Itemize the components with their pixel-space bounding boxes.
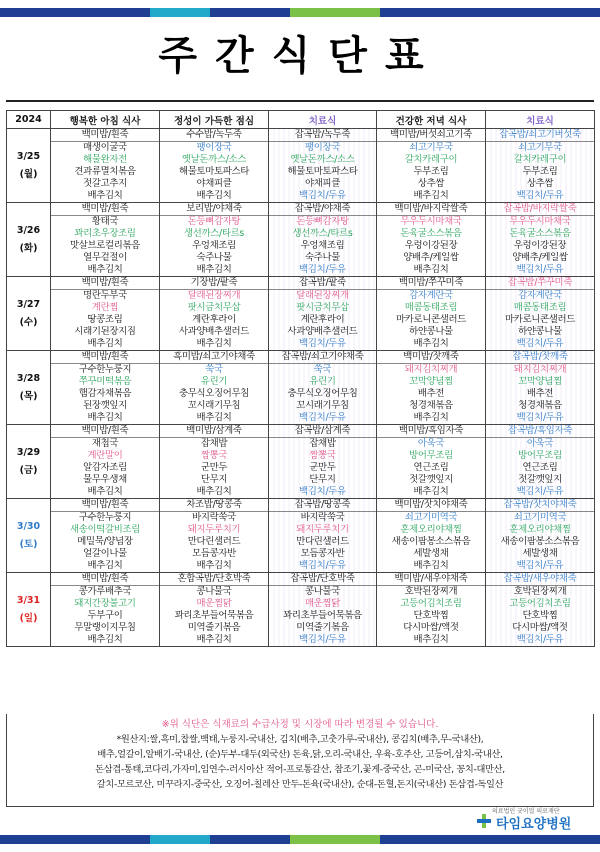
meal-cell-dinner-therapeutic (486, 203, 595, 277)
meal-dish: 꼬막양념찜 (409, 376, 453, 387)
meal-cell-dinner (377, 573, 486, 647)
meal-cell-lunch (160, 573, 269, 647)
meal-dish: 배추김치 (87, 412, 123, 423)
meal-dish: 계란후라이 (192, 314, 236, 325)
meal-cell-lunch (160, 277, 269, 351)
meal-dish: 돈등뼈감자탕 (296, 216, 349, 227)
meal-staple: 잡곡밥/쇠고기야채죽 (269, 351, 376, 364)
meal-dish: 하얀콩나물 (518, 326, 562, 337)
meal-dish: 숙주나물 (196, 252, 232, 263)
meal-dish: 생선까스/타르s (184, 228, 244, 239)
meal-staple: 잡곡밥/녹두죽 (269, 129, 376, 142)
meal-cell-lunch (160, 129, 269, 203)
meal-dish: 젓갈깻잎지 (518, 474, 562, 485)
meal-dish: 미역줄기볶음 (187, 622, 241, 633)
meal-dish: 젓갈깻잎지 (409, 474, 453, 485)
meal-dish: 모듬콩자반 (300, 548, 345, 559)
meal-dish: 군만두 (200, 462, 228, 473)
meal-dish: 팽이장국 (196, 142, 232, 153)
meal-staple: 혼합곡밥/단호박죽 (160, 573, 268, 586)
meal-dish: 돼지김치찌개 (404, 364, 458, 375)
meal-dish: 우렁이강된장 (404, 240, 458, 251)
meal-cell-dinner (377, 425, 486, 499)
title-divider (6, 100, 594, 102)
meal-dish: 배추김치 (413, 190, 449, 201)
col-header-dinner-therapeutic: 치료식 (486, 111, 595, 129)
meal-dish: 열무겉절이 (83, 252, 127, 263)
bottom-stripe (0, 835, 600, 844)
day-row (7, 351, 595, 425)
meal-staple: 수수밥/녹두죽 (160, 129, 268, 142)
meal-staple: 잡곡밥/잣깨죽 (486, 351, 594, 364)
meal-dish: 쇠고기무국 (409, 142, 453, 153)
meal-dish: 명란두부국 (83, 290, 127, 301)
meal-cell-lunch-therapeutic (269, 129, 377, 203)
meal-dish: 배추김치 (87, 338, 123, 349)
meal-dish: 잡채밥 (200, 438, 228, 449)
meal-staple: 잡곡밥/삼계죽 (269, 425, 376, 438)
meal-dish: 돈육굴소스볶음 (509, 228, 571, 239)
meal-dish: 숙주나물 (304, 252, 341, 263)
meal-cell-lunch-therapeutic (269, 203, 377, 277)
meal-dish: 배추김치 (413, 560, 449, 571)
meal-cell-dinner (377, 499, 486, 573)
meal-staple: 백미밥/흰죽 (51, 499, 159, 512)
meal-cell-lunch-therapeutic (269, 573, 377, 647)
meal-dish: 구수한누룽지 (78, 364, 132, 375)
meal-dish: 쇠고기미역국 (513, 512, 567, 523)
day-date: 3/29 (16, 446, 41, 458)
meal-dish: 시래기된장지짐 (74, 326, 136, 337)
meal-dish: 쇠고기무국 (518, 142, 562, 153)
meal-dish: 배추김치 (413, 634, 449, 645)
meal-dish: 팽이장국 (304, 142, 341, 153)
meal-dish: 다시마쌈/액젓 (403, 622, 459, 633)
meal-staple: 백미밥/흰죽 (51, 203, 159, 216)
meal-dish: 쑥국 (205, 364, 223, 375)
meal-dish: 꽈리초부들어묵볶음 (174, 610, 254, 621)
meal-cell-breakfast (51, 499, 160, 573)
meal-dish: 황태국 (91, 216, 119, 227)
meal-dish: 무말랭이지무침 (74, 622, 136, 633)
logo-name: 타임요양병원 (496, 817, 572, 832)
meal-dish: 두부구이 (87, 610, 123, 621)
meal-dish: 방어무조림 (518, 450, 562, 461)
meal-dish: 물무우생채 (83, 474, 127, 485)
meal-dish: 배추김치 (413, 264, 449, 275)
meal-dish: 계란후라이 (300, 314, 345, 325)
meal-dish: 콩나물국 (304, 586, 341, 597)
meal-dish: 견과류멸치볶음 (74, 166, 136, 177)
meal-dish: 꼬막양념찜 (518, 376, 562, 387)
meal-dish: 감자계란국 (518, 290, 562, 301)
meal-dish: 백김치/두유 (299, 486, 346, 497)
meal-dish: 매콤동태조림 (404, 302, 458, 313)
meal-dish: 세발생채 (522, 548, 558, 559)
day-cell (7, 425, 51, 499)
meal-cell-dinner (377, 351, 486, 425)
cross-leaf-icon (476, 813, 492, 829)
meal-cell-lunch-therapeutic (269, 425, 377, 499)
notes-box (6, 714, 594, 807)
meal-dish: 야채피클 (304, 178, 341, 189)
meal-dish: 방어무조림 (409, 450, 453, 461)
meal-staple: 백미밥/새우야채죽 (377, 573, 485, 586)
day-of-week: (수) (19, 316, 38, 328)
meal-dish: 백김치/두유 (516, 264, 564, 275)
meal-dish: 상추쌈 (526, 178, 554, 189)
meal-dish: 배추전 (417, 388, 445, 399)
meal-dish: 재첩국 (91, 438, 119, 449)
meal-staple: 백미밥/삼계죽 (160, 425, 268, 438)
meal-staple: 잡곡밥/쭈꾸미죽 (486, 277, 594, 290)
logo-subtitle: 의료법인 굿이얼 의료재단 (492, 808, 560, 815)
meal-staple: 잡곡밥/야채죽 (269, 203, 376, 216)
meal-cell-dinner (377, 277, 486, 351)
meal-dish: 백김치/두유 (299, 560, 346, 571)
meal-dish: 옛날돈까스/소스 (181, 154, 247, 165)
col-header-lunch-therapeutic: 치료식 (269, 111, 377, 129)
meal-dish: 두부조림 (522, 166, 558, 177)
meal-cell-dinner-therapeutic (486, 425, 595, 499)
meal-dish: 배추김치 (196, 338, 232, 349)
meal-dish: 짬뽕국 (309, 450, 336, 461)
meal-dish: 단호박찜 (522, 610, 558, 621)
meal-dish: 우렁이강된장 (513, 240, 567, 251)
meal-dish: 해물토마토파스타 (178, 166, 250, 177)
day-cell (7, 573, 51, 647)
meal-dish: 해물완자전 (83, 154, 127, 165)
meal-dish: 계란말이 (87, 450, 123, 461)
meal-cell-lunch (160, 351, 269, 425)
meal-dish: 꼬시래기무침 (187, 400, 241, 411)
meal-dish: 아욱국 (417, 438, 445, 449)
top-stripe (0, 8, 600, 17)
meal-staple: 잡곡밥/바지락쌀죽 (486, 203, 594, 216)
meal-dish: 백김치/두유 (516, 412, 564, 423)
meal-dish: 달래된장찌개 (296, 290, 349, 301)
meal-dish: 매콤동태조림 (513, 302, 567, 313)
meal-staple: 백미밥/흰죽 (51, 425, 159, 438)
day-of-week: (일) (19, 612, 38, 624)
origin-line: *원산지:쌀,흑미,찹쌀,백태,누룽지-국내산, 김치(배추,고춧가루-국내산), 콩김치(배추,무-국내산), (116, 734, 484, 745)
col-header-lunch: 정성이 가득한 점심 (160, 111, 269, 129)
meal-dish: 쇠고기미역국 (404, 512, 458, 523)
meal-dish: 사과양배추샐러드 (178, 326, 250, 337)
meal-dish: 팟시금치무삽 (187, 302, 241, 313)
meal-dish: 야채피클 (196, 178, 232, 189)
day-cell (7, 129, 51, 203)
meal-dish: 백김치/두유 (299, 264, 346, 275)
meal-dish: 충무식오징어무침 (178, 388, 250, 399)
col-header-breakfast: 행복한 아침 식사 (51, 111, 160, 129)
day-date: 3/26 (16, 224, 41, 236)
meal-cell-lunch-therapeutic (269, 277, 377, 351)
meal-dish: 땅콩조림 (87, 314, 123, 325)
meal-cell-lunch (160, 203, 269, 277)
meal-staple: 흑미밥/쇠고기야채죽 (160, 351, 268, 364)
meal-dish: 백김치/두유 (299, 634, 346, 645)
meal-dish: 유린기 (309, 376, 336, 387)
meal-dish: 얼갈이나물 (83, 548, 127, 559)
meal-dish: 군만두 (309, 462, 336, 473)
day-row (7, 499, 595, 573)
day-date: 3/25 (16, 150, 41, 162)
day-of-week: (화) (19, 242, 38, 254)
meal-dish: 돈육굴소스볶음 (400, 228, 462, 239)
meal-staple: 보리밥/야채죽 (160, 203, 268, 216)
meal-cell-dinner (377, 203, 486, 277)
meal-dish: 팟시금치무삽 (296, 302, 349, 313)
meal-cell-breakfast (51, 129, 160, 203)
meal-dish: 꽈리초우장조림 (74, 228, 136, 239)
day-of-week: (목) (19, 390, 38, 402)
meal-staple: 백미밥/흰죽 (51, 277, 159, 290)
meal-dish: 백김치/두유 (299, 338, 346, 349)
meal-staple: 잡곡밥/땅콩죽 (269, 499, 376, 512)
meal-cell-dinner (377, 129, 486, 203)
meal-dish: 백김치/두유 (516, 190, 564, 201)
meal-staple: 잡곡밥/새우야채죽 (486, 573, 594, 586)
meal-staple: 백미밥/바지락쌀죽 (377, 203, 485, 216)
meal-dish: 무우두시마채국 (509, 216, 571, 227)
meal-staple: 백미밥/잣깨죽 (377, 351, 485, 364)
day-cell (7, 499, 51, 573)
meal-dish: 돼지김치찌개 (513, 364, 567, 375)
col-header-dinner: 건강한 저녁 식사 (377, 111, 486, 129)
meal-dish: 쭈꾸미떡볶음 (78, 376, 132, 387)
meal-dish: 배추김치 (196, 560, 232, 571)
meal-cell-lunch-therapeutic (269, 351, 377, 425)
meal-dish: 콩가루배추국 (78, 586, 132, 597)
day-date: 3/30 (16, 520, 41, 532)
meal-staple: 잡곡밥/단호박죽 (269, 573, 376, 586)
meal-dish: 고등어김치조림 (509, 598, 571, 609)
meal-dish: 백김치/두유 (516, 634, 564, 645)
meal-cell-lunch-therapeutic (269, 499, 377, 573)
meal-cell-breakfast (51, 425, 160, 499)
meal-dish: 바지락쑥국 (300, 512, 345, 523)
meal-dish: 훈제오리야채찜 (400, 524, 462, 535)
meal-staple: 백미밥/버섯쇠고기죽 (377, 129, 485, 142)
meal-dish: 청경채볶음 (518, 400, 562, 411)
meal-dish: 돼지두루치기 (187, 524, 241, 535)
meal-dish: 배추김치 (87, 560, 123, 571)
meal-dish: 새송이떡갈비조림 (69, 524, 141, 535)
hospital-logo (476, 806, 592, 832)
meal-dish: 만다린샐러드 (296, 536, 349, 547)
meal-dish: 햄감자채볶음 (78, 388, 132, 399)
meal-dish: 배추김치 (196, 486, 232, 497)
meal-dish: 배추김치 (196, 264, 232, 275)
origin-line: 배추,얼갈이,알배기-국내산, (순)두부-대두(외국산) 돈육,닭,오리-국내산, 우육-호주산, 고등어,삼치-국내산, (97, 749, 503, 760)
meal-dish: 단무지 (200, 474, 228, 485)
day-of-week: (토) (19, 538, 38, 550)
meal-cell-dinner-therapeutic (486, 499, 595, 573)
meal-cell-lunch (160, 425, 269, 499)
meal-dish: 무우두시마채국 (400, 216, 462, 227)
day-row (7, 573, 595, 647)
day-row (7, 129, 595, 203)
meal-staple: 백미밥/쭈꾸미죽 (377, 277, 485, 290)
meal-dish: 단무지 (309, 474, 336, 485)
meal-dish: 상추쌈 (417, 178, 445, 189)
meal-dish: 생선까스/타르s (292, 228, 353, 239)
meal-dish: 메밀묵/양념장 (77, 536, 133, 547)
meal-dish: 충무식오징어무침 (287, 388, 358, 399)
meal-dish: 배추김치 (87, 634, 123, 645)
meal-dish: 단호박찜 (413, 610, 449, 621)
meal-dish: 하얀콩나물 (409, 326, 453, 337)
meal-cell-lunch (160, 499, 269, 573)
meal-dish: 된장깻잎지 (83, 400, 127, 411)
meal-staple: 백미밥/잣치야채죽 (377, 499, 485, 512)
meal-dish: 우엉채조림 (192, 240, 236, 251)
meal-dish: 배추김치 (87, 264, 123, 275)
meal-dish: 다시마쌈/액젓 (512, 622, 568, 633)
meal-dish: 연근조림 (522, 462, 558, 473)
meal-dish: 백김치/두유 (516, 338, 564, 349)
meal-cell-breakfast (51, 351, 160, 425)
meal-dish: 감자계란국 (409, 290, 453, 301)
meal-staple: 차조밥/땅콩죽 (160, 499, 268, 512)
day-cell (7, 203, 51, 277)
meal-dish: 호박된장찌개 (404, 586, 458, 597)
meal-dish: 아욱국 (526, 438, 554, 449)
meal-dish: 돼지간장불고기 (74, 598, 136, 609)
header-row (7, 111, 595, 129)
meal-dish: 새송이팜봉소스볶음 (500, 536, 580, 547)
day-cell (7, 351, 51, 425)
meal-dish: 두부조림 (413, 166, 449, 177)
meal-staple: 백미밥/흰죽 (51, 351, 159, 364)
meal-dish: 옛날돈까스/소스 (290, 154, 355, 165)
meal-dish: 배추김치 (87, 486, 123, 497)
meal-dish: 매생이굴국 (83, 142, 127, 153)
meal-dish: 맛살브로컬리볶음 (69, 240, 141, 251)
origin-line: 돈삼겹-통태,코다리,가자미,임연수-러시아산 적어-프로통갈산, 참조기,꽃게-중국산, 곤-미국산, 꽁치-대만산, (95, 764, 505, 775)
meal-cell-breakfast (51, 573, 160, 647)
meal-dish: 배추김치 (413, 486, 449, 497)
meal-dish: 구수한누룽지 (78, 512, 132, 523)
day-date: 3/27 (16, 298, 41, 310)
meal-dish: 새송이팜봉소스볶음 (391, 536, 471, 547)
origin-line: 갈치-모르코산, 미꾸라지-중국산, 오징어-칠레산 만두-돈육(국내산), 순대-돈혈,돈지(국내산) 돈삼겹-독일산 (96, 779, 504, 790)
meal-dish: 배추김치 (413, 338, 449, 349)
meal-dish: 매운찜닭 (304, 598, 341, 609)
meal-dish: 콩나물국 (196, 586, 232, 597)
meal-staple: 백미밥/흰죽 (51, 573, 159, 586)
day-of-week: (월) (19, 168, 38, 180)
meal-dish: 세발생채 (413, 548, 449, 559)
meal-dish: 사과양배추샐러드 (287, 326, 358, 337)
meal-dish: 젓갈고추지 (83, 178, 127, 189)
meal-staple: 잡곡밥/쇠고기버섯죽 (486, 129, 594, 142)
meal-staple: 기장밥/팥죽 (160, 277, 268, 290)
meal-dish: 고등어김치조림 (400, 598, 462, 609)
meal-dish: 청경채볶음 (409, 400, 453, 411)
meal-dish: 꽈리초부들어묵볶음 (283, 610, 362, 621)
day-date: 3/28 (16, 372, 41, 384)
day-cell (7, 277, 51, 351)
meal-dish: 달래된장찌개 (187, 290, 241, 301)
meal-dish: 훈제오리야채찜 (509, 524, 571, 535)
menu-body (7, 129, 595, 647)
meal-dish: 배추김치 (196, 412, 232, 423)
meal-dish: 쑥국 (313, 364, 332, 375)
meal-staple: 백미밥/흑임자죽 (377, 425, 485, 438)
day-row (7, 425, 595, 499)
day-row (7, 203, 595, 277)
meal-cell-breakfast (51, 203, 160, 277)
meal-dish: 연근조림 (413, 462, 449, 473)
meal-dish: 계란찜 (91, 302, 119, 313)
meal-dish: 양배추/케일쌈 (403, 252, 459, 263)
meal-cell-dinner-therapeutic (486, 277, 595, 351)
meal-dish: 배추김치 (196, 190, 232, 201)
meal-staple: 잡곡밥/팥죽 (269, 277, 376, 290)
meal-dish: 미역줄기볶음 (296, 622, 349, 633)
day-row (7, 277, 595, 351)
meal-dish: 돈등뼈감자탕 (187, 216, 241, 227)
meal-cell-dinner-therapeutic (486, 129, 595, 203)
meal-dish: 양배추/케일쌈 (512, 252, 568, 263)
meal-staple: 백미밥/흰죽 (51, 129, 159, 142)
meal-cell-dinner-therapeutic (486, 351, 595, 425)
day-date: 3/31 (16, 594, 41, 606)
year-cell: 2024 (7, 111, 51, 129)
meal-staple: 잡곡밥/흑임자죽 (486, 425, 594, 438)
meal-dish: 유린기 (200, 376, 228, 387)
day-of-week: (금) (19, 464, 38, 476)
meal-dish: 바지락쑥국 (192, 512, 236, 523)
meal-dish: 돼지두루치기 (296, 524, 349, 535)
meal-dish: 알감자조림 (83, 462, 127, 473)
meal-dish: 마카로니콘샐러드 (504, 314, 576, 325)
meal-dish: 갈치카레구이 (513, 154, 567, 165)
weekly-menu-table (6, 110, 595, 647)
meal-dish: 꼬시래기무침 (296, 400, 349, 411)
meal-staple: 잡곡밥/잣치야채죽 (486, 499, 594, 512)
meal-dish: 백김치/두유 (516, 486, 564, 497)
meal-dish: 모듬콩자반 (192, 548, 236, 559)
meal-dish: 배추김치 (413, 412, 449, 423)
page-title: 주간식단표 (158, 33, 442, 79)
meal-dish: 만다린샐러드 (187, 536, 241, 547)
meal-dish: 백김치/두유 (516, 560, 564, 571)
meal-cell-breakfast (51, 277, 160, 351)
meal-cell-dinner-therapeutic (486, 573, 595, 647)
meal-dish: 해물토마토파스타 (287, 166, 358, 177)
meal-dish: 갈치카레구이 (404, 154, 458, 165)
meal-dish: 호박된장찌개 (513, 586, 567, 597)
meal-dish: 백김치/두유 (299, 190, 346, 201)
meal-dish: 우엉채조림 (300, 240, 345, 251)
change-warning: ※위 식단은 식재료의 수급사정 및 시장에 따라 변경될 수 있습니다. (161, 719, 439, 730)
meal-dish: 잡채밥 (309, 438, 336, 449)
meal-dish: 배추김치 (87, 190, 123, 201)
meal-dish: 배추김치 (196, 634, 232, 645)
meal-dish: 마카로니콘샐러드 (395, 314, 467, 325)
meal-dish: 배추전 (526, 388, 554, 399)
meal-dish: 매운찜닭 (196, 598, 232, 609)
meal-dish: 짬뽕국 (200, 450, 228, 461)
meal-dish: 백김치/두유 (299, 412, 346, 423)
